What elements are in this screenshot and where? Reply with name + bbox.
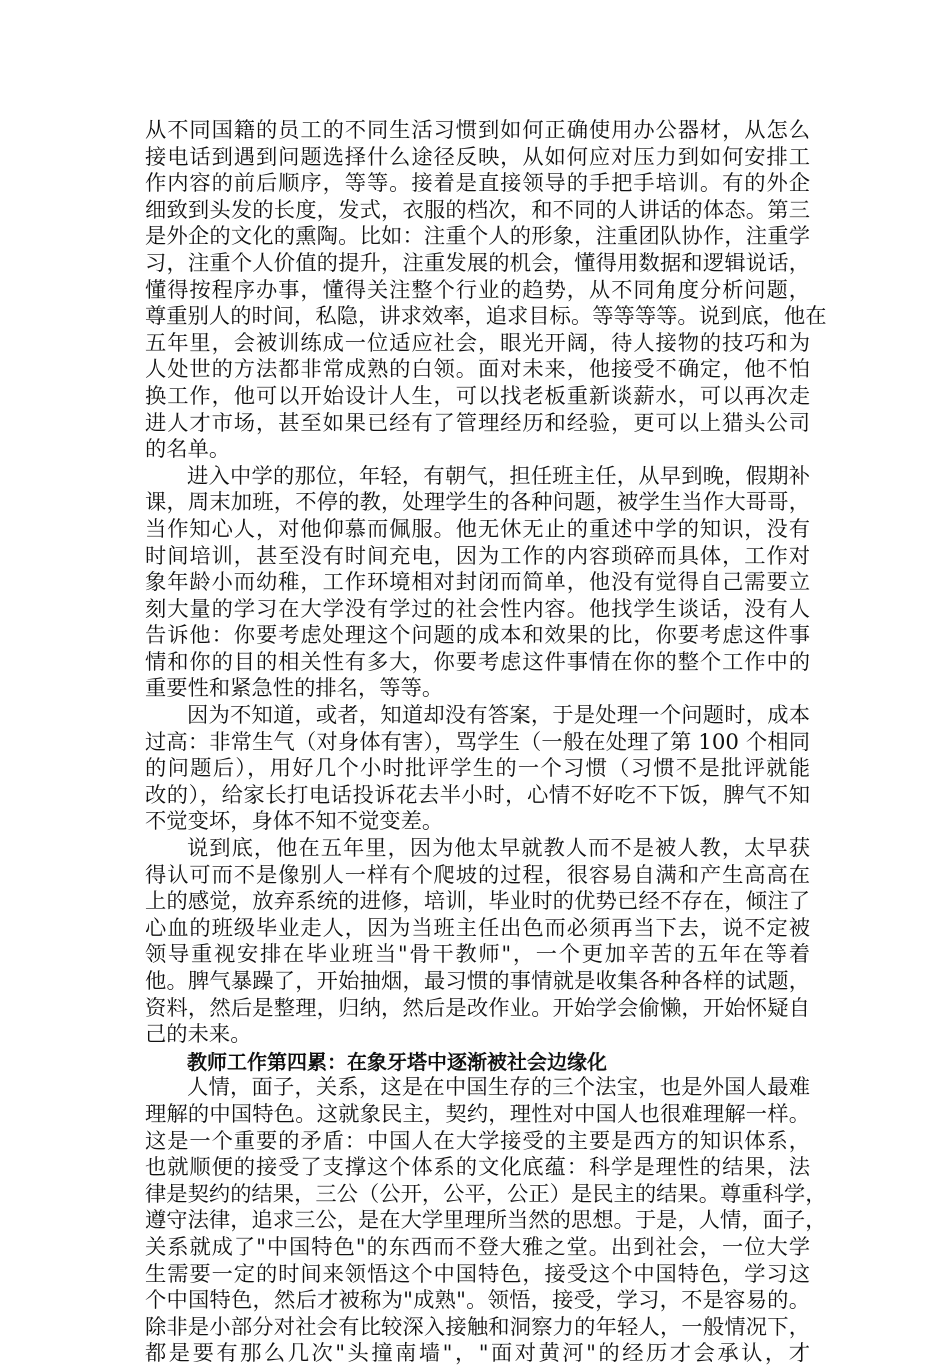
- text-line: 这是一个重要的矛盾：中国人在大学接受的主要是西方的知识体系，: [145, 1128, 810, 1154]
- paragraph: [145, 836, 810, 1049]
- text-line: 重要性和紧急性的排名，等等。: [145, 676, 444, 702]
- text-line: 时间培训，甚至没有时间充电，因为工作的内容琐碎而具体，工作对: [145, 543, 810, 569]
- text-line: 关系就成了"中国特色"的东西而不登大雅之堂。出到社会，一位大学: [145, 1234, 810, 1260]
- text-line: 资料，然后是整理，归纳，然后是改作业。开始学会偷懒，开始怀疑自: [145, 995, 810, 1021]
- text-line: 都是要有那么几次"头撞南墙"，"面对黄河"的经历才会承认，才: [145, 1341, 810, 1367]
- text-line: 说到底，他在五年里，因为他太早就教人而不是被人教，太早获: [187, 836, 810, 862]
- text-line: 除非是小部分对社会有比较深入接触和洞察力的年轻人，一般情况下，: [145, 1314, 810, 1340]
- text-line: 是外企的文化的熏陶。比如：注重个人的形象，注重团队协作，注重学: [145, 224, 810, 250]
- text-line: 遵守法律，追求三公，是在大学里理所当然的思想。于是，人情，面子，: [145, 1208, 827, 1234]
- text-line: 个中国特色，然后才被称为"成熟"。领悟，接受，学习，不是容易的。: [145, 1288, 810, 1314]
- text-line: 也就顺便的接受了支撑这个体系的文化底蕴：科学是理性的结果，法: [145, 1155, 810, 1181]
- text-line: 律是契约的结果，三公（公开，公平，公正）是民主的结果。尊重科学，: [145, 1181, 827, 1207]
- text-line: 改的），给家长打电话投诉花去半小时，心情不好吃不下饭，脾气不知: [145, 782, 810, 808]
- text-line: 己的未来。: [145, 1022, 252, 1048]
- text-line: 象年龄小而幼稚，工作环境相对封闭而简单，他没有觉得自己需要立: [145, 570, 810, 596]
- text-line: 他。脾气暴躁了，开始抽烟，最习惯的事情就是收集各种各样的试题，: [145, 969, 810, 994]
- text-line: 换工作，他可以开始设计人生，可以找老板重新谈薪水，可以再次走: [145, 383, 810, 409]
- text-line: 的名单。: [145, 437, 231, 463]
- paragraph: [145, 1075, 827, 1368]
- text-line: 领导重视安排在毕业班当"骨干教师"，一个更加辛苦的五年在等着: [145, 942, 810, 968]
- text-line: 作内容的前后顺序，等等。接着是直接领导的手把手培训。有的外企: [145, 171, 810, 197]
- paragraph: [145, 118, 827, 464]
- text-line: 细致到头发的长度，发式，衣服的档次，和不同的人讲话的体态。第三: [145, 197, 810, 223]
- text-line: 得认可而不是像别人一样有个爬坡的过程，很容易自满和产生高高在: [145, 862, 810, 888]
- text-line: 从不同国籍的员工的不同生活习惯到如何正确使用办公器材，从怎么: [145, 118, 810, 143]
- text-line: 人情，面子，关系，这是在中国生存的三个法宝，也是外国人最难: [187, 1075, 810, 1101]
- text-line: 刻大量的学习在大学没有学过的社会性内容。他找学生谈话，没有人: [145, 596, 810, 622]
- text-line: 告诉他：你要考虑处理这个问题的成本和效果的比，你要考虑这件事: [145, 623, 810, 649]
- text-line: 进人才市场，甚至如果已经有了管理经历和经验，更可以上猎头公司: [145, 410, 810, 436]
- text-line: 五年里，会被训练成一位适应社会，眼光开阔，待人接物的技巧和为: [145, 330, 810, 356]
- text-line: 人处世的方法都非常成熟的白领。面对未来，他接受不确定，他不怕: [145, 357, 810, 383]
- paragraph: [145, 464, 810, 703]
- text-line: 过高：非常生气（对身体有害），骂学生（一般在处理了第 100 个相同: [145, 729, 810, 755]
- text-line: 当作知心人，对他仰慕而佩服。他无休无止的重述中学的知识，没有: [145, 516, 810, 542]
- text-line: 习，注重个人价值的提升，注重发展的机会，懂得用数据和逻辑说话，: [145, 250, 810, 276]
- document-page: [145, 118, 827, 1368]
- text-line: 不觉变坏，身体不知不觉变差。: [145, 809, 444, 835]
- paragraph: [145, 703, 810, 836]
- text-line: 因为不知道，或者，知道却没有答案，于是处理一个问题时，成本: [187, 703, 810, 729]
- text-line: 懂得按程序办事，懂得关注整个行业的趋势，从不同角度分析问题，: [145, 277, 810, 303]
- text-line: 心血的班级毕业走人，因为当班主任出色而必须再当下去，说不定被: [145, 915, 810, 941]
- text-line: 生需要一定的时间来领悟这个中国特色，接受这个中国特色，学习这: [145, 1261, 810, 1287]
- text-line: 课，周末加班，不停的教，处理学生的各种问题，被学生当作大哥哥，: [145, 490, 810, 516]
- text-line: 接电话到遇到问题选择什么途径反映，从如何应对压力到如何安排工: [145, 144, 810, 170]
- text-line: 进入中学的那位，年轻，有朝气，担任班主任，从早到晚，假期补: [187, 463, 810, 489]
- text-line: 尊重别人的时间，私隐，讲求效率，追求目标。等等等等。说到底，他在: [145, 304, 827, 330]
- text-line: 上的感觉，放弃系统的进修，培训，毕业时的优势已经不存在，倾注了: [145, 889, 810, 915]
- text-line: 理解的中国特色。这就象民主，契约，理性对中国人也很难理解一样。: [145, 1101, 810, 1127]
- text-line: 情和你的目的相关性有多大，你要考虑这件事情在你的整个工作中的: [145, 649, 810, 675]
- section-heading: 教师工作第四累：在象牙塔中逐渐被社会边缘化: [187, 1049, 607, 1074]
- text-line: 的问题后），用好几个小时批评学生的一个习惯（习惯不是批评就能: [145, 756, 810, 782]
